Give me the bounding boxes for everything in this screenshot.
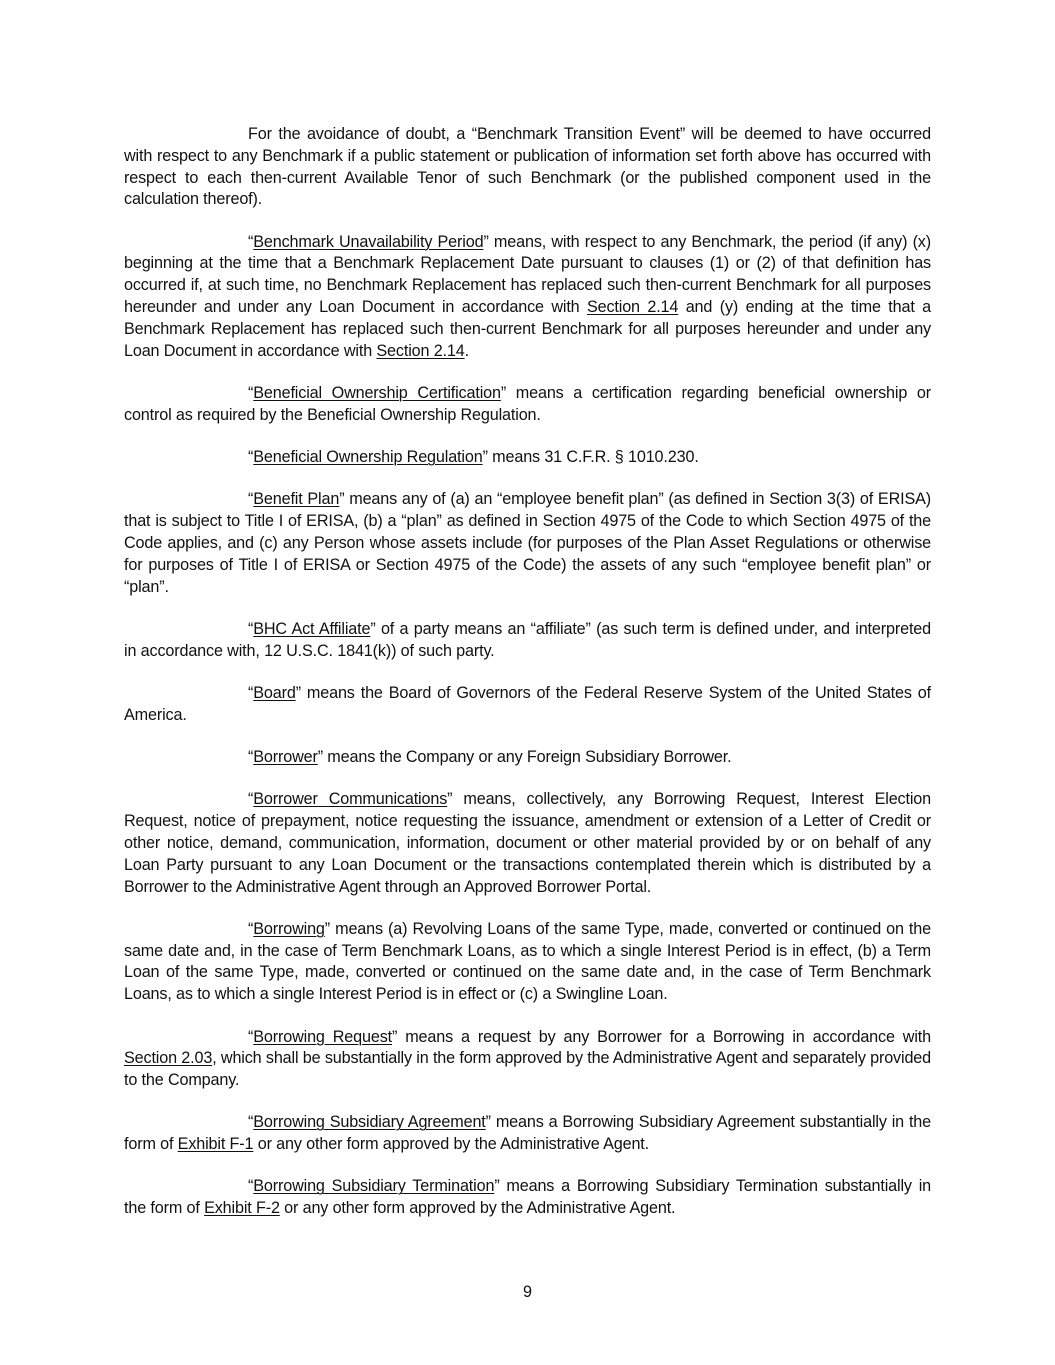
text-segment: “	[248, 790, 254, 809]
definition-benefit-plan	[124, 489, 931, 598]
definition-borrower-communications	[124, 789, 931, 898]
defined-term: Board	[253, 683, 296, 702]
text-segment: “	[248, 683, 254, 702]
document-page	[124, 124, 931, 1241]
text-segment: “	[248, 490, 254, 509]
text-segment: ” means a Borrowing Subsidiary Agreement substantially in the form of	[124, 1113, 932, 1154]
text-segment: “	[248, 232, 254, 251]
text-segment: “	[248, 1027, 254, 1046]
defined-term: Borrowing Subsidiary Termination	[253, 1177, 495, 1196]
text-segment: “	[248, 1177, 254, 1196]
text-segment: ” means a certification regarding beneficial ownership or control as required by the Beneficial Ownership Regulation.	[124, 383, 931, 424]
defined-term: Borrower Communications	[253, 790, 448, 809]
definition-beneficial-ownership-certification	[124, 383, 931, 427]
text-segment: ” means any of (a) an “employee benefit plan” (as defined in Section 3(3) of ERISA) that is subject to Title I of ERISA, (b) a “plan” as defined in Section 4975 of the Code to which Section 4975 of the Code applies, and (c) any Person whose assets include (for purposes of the Plan Asset Regulations or otherwise for purposes of Title I of ERISA or Section 4975 of the Code) the assets of any such “employee benefit plan” or “plan”.	[124, 490, 931, 596]
definition-board	[124, 683, 931, 727]
text-segment: or any other form approved by the Administrative Agent.	[253, 1135, 649, 1154]
text-segment: “	[248, 448, 254, 467]
text-segment: , which shall be substantially in the form approved by the Administrative Agent and separately provided to the Company.	[124, 1049, 932, 1090]
defined-term: Beneficial Ownership Certification	[253, 383, 501, 402]
defined-term: Borrowing Subsidiary Agreement	[253, 1113, 486, 1132]
definition-bhc-act-affiliate	[124, 619, 931, 663]
text-segment: ” means the Company or any Foreign Subsidiary Borrower.	[317, 748, 732, 767]
paragraph-benchmark-transition-event	[124, 124, 931, 211]
text-segment: “	[248, 1113, 254, 1132]
definition-borrowing-subsidiary-termination	[124, 1176, 931, 1220]
text-segment: “	[248, 748, 254, 767]
definition-borrowing-request	[124, 1027, 931, 1092]
page-number: 9	[522, 1283, 532, 1301]
definition-beneficial-ownership-regulation	[124, 447, 931, 469]
definition-borrowing-subsidiary-agreement	[124, 1112, 931, 1156]
defined-term: BHC Act Affiliate	[253, 619, 371, 638]
text-segment: ” of a party means an “affiliate” (as such term is defined under, and interpreted in accordance with, 12 U.S.C. 1841(k)) of such party.	[124, 619, 932, 660]
defined-term: Borrowing Request	[253, 1027, 392, 1046]
section-reference: Section 2.14	[586, 298, 679, 317]
defined-term: Benefit Plan	[253, 490, 340, 509]
text-segment: ” means a Borrowing Subsidiary Termination substantially in the form of	[124, 1177, 932, 1218]
definition-benchmark-unavailability-period	[124, 232, 931, 363]
section-reference: Section 2.14	[376, 341, 465, 360]
exhibit-reference: Exhibit F-1	[177, 1135, 254, 1154]
text-segment: and (y) ending at the time that a Benchmark Replacement has replaced such then-current Benchmark for all purposes hereunder and under any Loan Document in accordance with	[124, 298, 931, 360]
definition-borrower	[124, 747, 931, 769]
text-segment: or any other form approved by the Administrative Agent.	[279, 1199, 676, 1218]
text-segment: ” means 31 C.F.R. § 1010.230.	[482, 448, 699, 467]
defined-term: Borrowing	[253, 919, 325, 938]
definition-borrowing	[124, 919, 931, 1006]
section-reference: Section 2.03	[124, 1049, 213, 1068]
defined-term: Borrower	[253, 748, 318, 767]
text-segment: “	[248, 619, 254, 638]
text-segment: “	[248, 919, 254, 938]
text-segment: ” means a request by any Borrower for a Borrowing in accordance with	[392, 1027, 931, 1046]
text-segment: ” means, collectively, any Borrowing Request, Interest Election Request, notice of prepayment, notice requesting the issuance, amendment or extension of a Letter of Credit or other notice, demand, communication, information, document or other material provided by or on behalf of any Loan Party pursuant to any Loan Document or the transactions contemplated therein which is distributed by a Borrower to the Administrative Agent through an Approved Borrower Portal.	[124, 790, 931, 896]
exhibit-reference: Exhibit F-2	[204, 1199, 280, 1218]
defined-term: Benchmark Unavailability Period	[253, 232, 484, 251]
text-segment: “	[248, 383, 254, 402]
defined-term: Beneficial Ownership Regulation	[253, 448, 483, 467]
text-segment: ” means, with respect to any Benchmark, the period (if any) (x) beginning at the time that a Benchmark Replacement Date pursuant to clauses (1) or (2) of that definition has occurred if, at such time, no Benchmark Replacement has replaced such then-current Benchmark for all purposes hereunder and under any Loan Document in accordance with	[124, 232, 931, 317]
text-segment: For the avoidance of doubt, a “Benchmark Transition Event” will be deemed to have occurred with respect to any Benchmark if a public statement or publication of information set forth above has occurred with respect to each then-current Available Tenor of such Benchmark (or the published component used in the calculation thereof).	[124, 125, 931, 209]
text-segment: ” means (a) Revolving Loans of the same Type, made, converted or continued on the same date and, in the case of Term Benchmark Loans, as to which a single Interest Period is in effect, (b) a Term Loan of the same Type, made, converted or continued on the same date and, in the case of Term Benchmark Loans, as to which a single Interest Period is in effect or (c) a Swingline Loan.	[124, 919, 931, 1004]
text-segment: .	[464, 341, 469, 360]
text-segment: ” means the Board of Governors of the Federal Reserve System of the United States of America.	[124, 683, 931, 724]
